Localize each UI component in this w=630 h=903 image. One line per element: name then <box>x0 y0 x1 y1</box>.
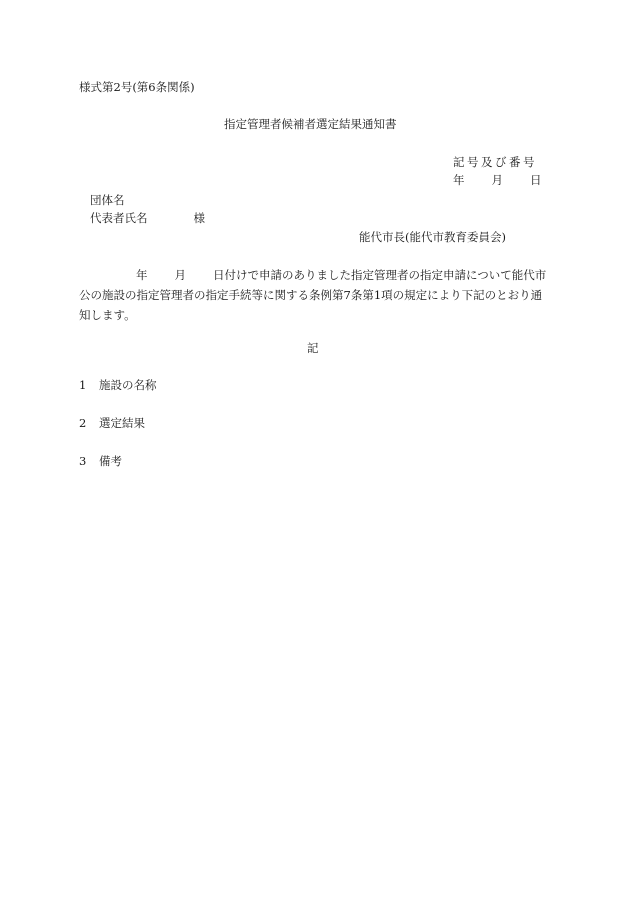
honorific: 様 <box>193 211 205 225</box>
list-item <box>79 380 157 392</box>
item-label: 選定結果 <box>99 416 145 430</box>
organization-name-label: 団体名 <box>90 193 125 207</box>
body-text: 日付けで申請のありました指定管理者の指定申請について能代市公の施設の指定管理者の指定手続等に関する条例第7条第1項の規定により下記のとおり通知します。 <box>79 268 547 322</box>
list-item <box>79 456 122 468</box>
body-month: 月 <box>174 268 186 282</box>
item-label: 施設の名称 <box>99 378 157 392</box>
date-month: 月 <box>491 173 503 187</box>
representative-line <box>90 213 205 225</box>
reference-date <box>453 175 542 187</box>
ki-heading: 記 <box>307 341 319 355</box>
sender-name: 能代市長(能代市教育委員会) <box>359 230 506 244</box>
item-number: 1 <box>79 378 87 392</box>
date-year: 年 <box>453 173 465 187</box>
body-paragraph <box>79 265 551 325</box>
item-label: 備考 <box>99 454 122 468</box>
list-item <box>79 418 145 430</box>
item-number: 2 <box>79 416 87 430</box>
document-title: 指定管理者候補者選定結果通知書 <box>224 117 397 131</box>
reference-number-label: 記号及び番号 <box>453 155 537 169</box>
body-year: 年 <box>136 268 148 282</box>
date-day: 日 <box>530 173 542 187</box>
item-number: 3 <box>79 454 87 468</box>
representative-name-label: 代表者氏名 <box>90 211 148 225</box>
form-label: 様式第2号(第6条関係) <box>79 80 195 94</box>
